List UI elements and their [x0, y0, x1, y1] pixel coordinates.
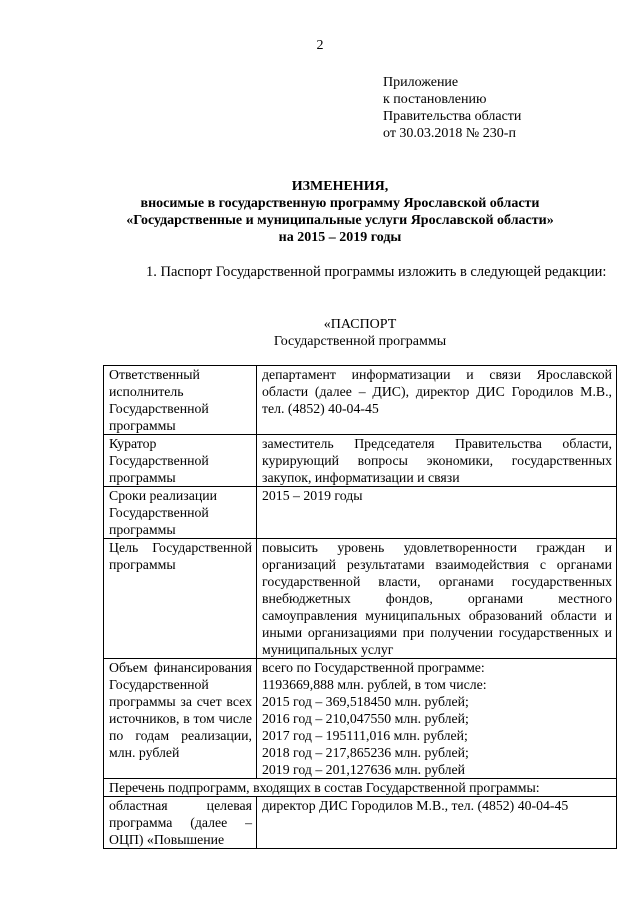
- appendix-line: Правительства области: [383, 109, 522, 124]
- row-value: департамент информатизации и связи Ярославской области (далее – ДИС), директор ДИС Городилов М.В., тел. (4852) 40-04-45: [257, 366, 617, 435]
- title-line: вносимые в государственную программу Ярославской области: [140, 196, 540, 211]
- subprograms-header: Перечень подпрограмм, входящих в состав Государственной программы:: [104, 779, 617, 797]
- passport-title: «ПАСПОРТ: [323, 317, 397, 332]
- row-value: директор ДИС Городилов М.В., тел. (4852) 40-04-45: [257, 797, 617, 849]
- passport-subtitle: Государственной программы: [273, 334, 447, 349]
- table-row: [104, 435, 617, 487]
- appendix-line: от 30.03.2018 № 230-п: [383, 126, 516, 141]
- row-value: повысить уровень удовлетворенности граждан и организаций результатами взаимодействия с органами государственной власти, органами государственных внебюджетных фондов, органами местного самоуправления муниципальных образований области и иными организациями при получении государственных и муниципальных услуг: [257, 539, 617, 659]
- financing-line: 1193669,888 млн. рублей, в том числе:: [262, 677, 487, 692]
- row-label: Сроки реализации Государственной программы: [104, 487, 257, 539]
- row-label: Цель Государственной программы: [104, 539, 257, 659]
- title-line: «Государственные и муниципальные услуги Ярославской области»: [126, 213, 554, 228]
- table-row: [104, 366, 617, 435]
- document-title: [80, 178, 600, 246]
- appendix-line: к постановлению: [383, 92, 487, 107]
- table-row: [104, 779, 617, 797]
- row-value: 2015 – 2019 годы: [257, 487, 617, 539]
- appendix-block: [383, 74, 623, 142]
- row-label: областная целевая программа (далее – ОЦП) «Повышение: [104, 797, 257, 849]
- table-row: [104, 797, 617, 849]
- page-number: 2: [316, 38, 324, 53]
- passport-heading: [150, 316, 570, 350]
- row-label: Куратор Государственной программы: [104, 435, 257, 487]
- financing-values: [257, 659, 617, 779]
- financing-line: 2019 год – 201,127636 млн. рублей: [262, 762, 466, 777]
- financing-line: всего по Государственной программе:: [262, 660, 485, 675]
- appendix-line: Приложение: [383, 75, 459, 90]
- table-row: [104, 487, 617, 539]
- passport-table: [103, 365, 617, 849]
- title-line: на 2015 – 2019 годы: [278, 230, 402, 245]
- financing-line: 2015 год – 369,518450 млн. рублей;: [262, 694, 469, 709]
- table-row: [104, 659, 617, 779]
- financing-line: 2018 год – 217,865236 млн. рублей;: [262, 745, 469, 760]
- financing-line: 2017 год – 195111,016 млн. рублей;: [262, 728, 468, 743]
- row-value: заместитель Председателя Правительства области, курирующий вопросы экономики, государственных закупок, информатизации и связи: [257, 435, 617, 487]
- row-label: Ответственный исполнитель Государственной программы: [104, 366, 257, 435]
- row-label: Объем финансирования Государственной программы за счет всех источников, в том числе по годам реализации, млн. рублей: [104, 659, 257, 779]
- title-line: ИЗМЕНЕНИЯ,: [291, 179, 389, 194]
- intro-paragraph: 1. Паспорт Государственной программы изложить в следующей редакции:: [146, 264, 607, 280]
- financing-line: 2016 год – 210,047550 млн. рублей;: [262, 711, 469, 726]
- table-row: [104, 539, 617, 659]
